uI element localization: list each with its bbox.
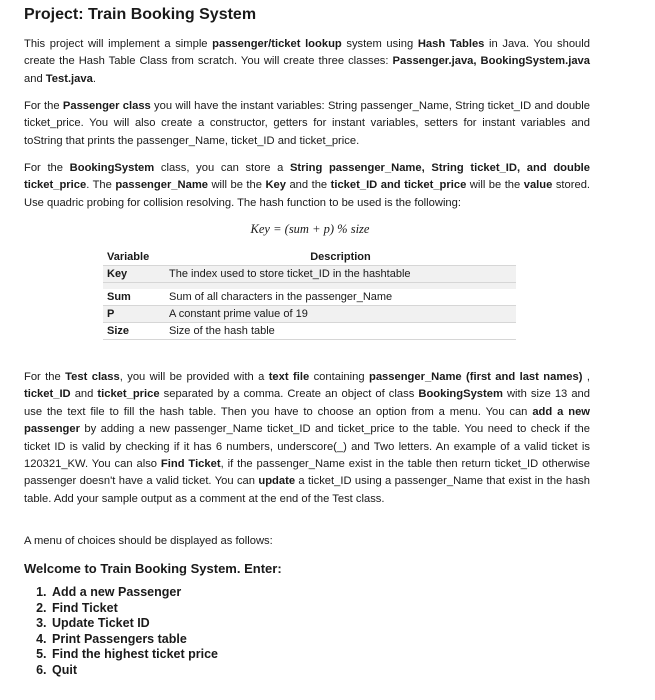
header-description: Description xyxy=(165,249,516,266)
menu-item: 5. Find the highest ticket price xyxy=(50,647,218,663)
booking-system-paragraph: For the BookingSystem class, you can store a String passenger_Name, String ticket_ID, and double ticket_price. The passenger_Name will be the Key and the ticket_ID and ticket_price will be the value stored. Use quadric probing for collision resolving. The hash function to be used is the following: xyxy=(24,162,591,209)
description-cell: The index used to store ticket_ID in the hashtable xyxy=(165,266,516,283)
test-class-paragraph: For the Test class, you will be provided with a text file containing passenger_Name (first and last names) , ticket_ID and ticket_price separated by a comma. Create an object of class BookingSystem with size 13 and use the text file to fill the hash table. Then you have to choose an option from a menu. You can add a new passenger by adding a new passenger_Name ticket_ID and ticket_price to the table. You need to check if the ticket ID is valid by checking if it has 6 numbers, underscore(_) and Two letters. An example of a valid ticket is 120321_KW. You can also Find Ticket, if the passenger_Name exist in the table then return ticket_ID otherwise passenger doesn't have a valid ticket. You can update a ticket_ID using a passenger_Name that exist in the hash table. Add your sample output as a comment at the end of the Test class. xyxy=(24,371,590,505)
menu-item: 6. Quit xyxy=(50,663,218,679)
table-row xyxy=(103,289,516,306)
menu-heading: Welcome to Train Booking System. Enter: xyxy=(24,561,282,576)
passenger-class-paragraph: For the Passenger class you will have the instant variables: String passenger_Name, String ticket_ID and double ticket_price. You will also create a constructor, getters for instant variables, setters for instant variables and toString that prints the passenger_Name, ticket_ID and ticket_price. xyxy=(24,100,590,147)
table-row xyxy=(103,306,516,323)
menu-list xyxy=(28,585,218,679)
description-cell: A constant prime value of 19 xyxy=(165,306,516,323)
variable-cell: Sum xyxy=(103,289,165,306)
table-row xyxy=(103,266,516,283)
menu-item: 3. Update Ticket ID xyxy=(50,616,218,632)
header-variable: Variable xyxy=(103,249,165,266)
menu-item: 4. Print Passengers table xyxy=(50,632,218,648)
variable-cell: P xyxy=(103,306,165,323)
menu-item: 1. Add a new Passenger xyxy=(50,585,218,601)
intro-paragraph: This project will implement a simple passenger/ticket lookup system using Hash Tables in Java. You should create the Hash Table Class from scratch. You will create three classes: Passenger.java, BookingSystem.java and Test.java. xyxy=(24,38,590,85)
description-cell: Sum of all characters in the passenger_Name xyxy=(165,289,516,306)
table-header-row xyxy=(103,249,516,266)
table-row xyxy=(103,323,516,340)
variable-cell: Key xyxy=(103,266,165,283)
menu-intro: A menu of choices should be displayed as follows: xyxy=(24,535,273,547)
page-title: Project: Train Booking System xyxy=(24,6,257,23)
menu-item: 2. Find Ticket xyxy=(50,601,218,617)
description-cell: Size of the hash table xyxy=(165,323,516,340)
hash-function-formula: Key = (sum + p) % size xyxy=(250,222,370,236)
variable-cell: Size xyxy=(103,323,165,340)
variables-table xyxy=(103,249,516,340)
